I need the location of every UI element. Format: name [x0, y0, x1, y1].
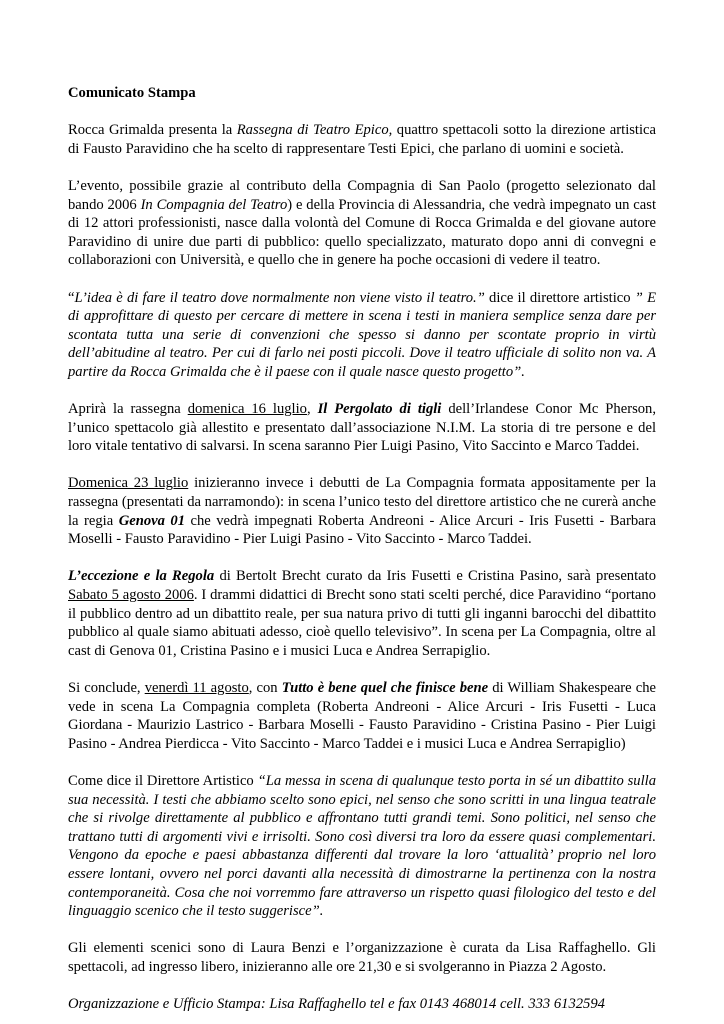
text-run: , con — [248, 680, 282, 696]
show-title: Genova 01 — [118, 512, 185, 529]
show-title: Il Pergolato di tigli — [317, 401, 442, 418]
show-date: venerdì 11 agosto — [144, 680, 249, 696]
show-date: Domenica 23 luglio — [68, 475, 189, 492]
text-run: quattro spettacoli sotto la direzione artistica di Fausto Paravidino che ha scelto di rappresentare Testi Epici, che parlano di uomini e società. — [68, 122, 656, 157]
text-run: . I drammi didattici di Brecht sono stati scelti perché, dice Paravidino “portano il pubblico dentro ad un dibattito reale, per sua natura privo di tutti gli inganni barocchi del dibattito pubblico al quale siamo abituati adesso, cioè quello televisivo”. In scena per La Compagnia, oltre al cast di Genova 01, Cristina Pasino e i musici Luca e Andrea Serrapiglio. — [68, 587, 656, 659]
text-run: L’evento, possibile grazie al contributo della Compagnia di San Paolo (progetto selezionato dal bando 2006 — [68, 177, 656, 213]
text-run: ) e della Provincia di Alessandria, che vedrà impegnato un cast di 12 attori professionisti, nasce dalla volontà del Comune di Rocca Grimalda e del giovane autore Paravidino di unire due parti di pubblico: quello specializzato, maturato dopo anni di convegni e collaborazioni con Università, e quello che in genere ha poche occasioni di vedere il teatro. — [68, 196, 656, 269]
show-title: Tutto è bene quel che finisce bene — [281, 680, 489, 696]
text-run: dell’Irlandese Conor Mc Pherson, l’unico spettacolo già allestito e presentato dall’associazione N.I.M. La storia di tre persone e del loro vitale tentativo di salvarsi. In scena saranno Pier Luigi Pasino, Vito Saccinto e Marco Taddei. — [68, 401, 656, 455]
text-run: Aprirà la rassegna — [68, 401, 188, 418]
paragraph-director-statement — [68, 772, 656, 921]
quote-text: ” E di approfittare di questo per cercare di mettere in scena i testi in maniera semplice senza dare per scontata tutta una serie di convenzioni che spesso si danno per scontate proprio in virtù dell’abitudine al teatro. Per cui di farlo nei posti piccoli. Dove il teatro ufficiale di solito non va. A partire da Rocca Grimalda che è il paese con il quale nasce questo progetto”. — [68, 289, 656, 380]
text-run: “ — [68, 289, 75, 306]
text-run: di William Shakespeare che vede in scena La Compagnia completa (Roberta Andreoni - Alice Arcuri - Iris Fusetti - Luca Giordana - Maurizio Lastrico - Barbara Moselli - Fausto Paravidino - Cristina Pasino - Pier Luigi Pasino - Andrea Pierdicca - Vito Saccinto - Marco Taddei e i musici Luca e Andrea Serrapiglio) — [68, 680, 656, 752]
text-run: che vedrà impegnati Roberta Andreoni - Alice Arcuri - Iris Fusetti - Barbara Moselli - Fausto Paravidino - Pier Luigi Pasino - Vito Saccinto - Marco Taddei. — [68, 512, 656, 548]
paragraph-practical-info: Gli elementi scenici sono di Laura Benzi e l’organizzazione è curata da Lisa Raffaghello. Gli spettacoli, ad ingresso libero, inizieranno alle ore 21,30 e si svolgeranno in Piazza 2 Agosto. — [68, 940, 656, 975]
show-date: domenica 16 luglio — [187, 401, 307, 418]
press-release-document — [68, 84, 656, 1014]
show-title: L’eccezione e la Regola — [68, 568, 215, 585]
festival-name: Rassegna di Teatro Epico, — [236, 122, 393, 139]
paragraph-event — [68, 177, 656, 270]
text-run: di Bertolt Brecht curato da Iris Fusetti e Cristina Pasino, sarà presentato — [214, 568, 656, 585]
paragraph-intro — [68, 121, 656, 158]
document-title: Comunicato Stampa — [68, 85, 196, 101]
paragraph-second-show — [68, 474, 656, 548]
text-run: dice il direttore artistico — [484, 289, 635, 306]
quote-text: “La messa in scena di qualunque testo porta in sé un dibattito sulla sua necessità. I testi che abbiamo scelto sono epici, nel senso che sono scritti in una lingua teatrale che si rivolge direttamente al pubblico e affrontano tutti grandi temi. Sono politici, nel senso che trattano tutti di argomenti vivi e irrisolti. Sono così diversi tra loro da essere quasi complementari. Vengono da epoche e paesi abbastanza differenti dal trovare la loro ‘attualità’ proprio nel loro essere lontani, ovvero nel porci davanti alla necessità di dimostrarne la pertinenza con la nostra contemporaneità. Cosa che noi vorremmo fare attraverso un rispetto quasi filologico del testo e del linguaggio scenico che il testo suggerisce”. — [68, 772, 657, 920]
paragraph-quote-director — [68, 289, 656, 382]
quote-text: L’idea è di fare il teatro dove normalmente non viene visto il teatro.” — [74, 289, 485, 306]
text-run: Rocca Grimalda presenta la — [68, 122, 237, 139]
paragraph-first-show — [68, 400, 656, 456]
paragraph-third-show — [68, 567, 656, 660]
contact-footer: Organizzazione e Ufficio Stampa: Lisa Raffaghello tel e fax 0143 468014 cell. 333 6132594 — [68, 996, 605, 1013]
text-run: Si conclude, — [68, 680, 145, 696]
text-run: inizieranno invece i debutti de La Compagnia formata appositamente per la rassegna (presentati da narramondo): in scena l’unico testo del direttore artistico che ne curerà anche la regia — [68, 475, 656, 529]
text-run: Come dice il Direttore Artistico — [68, 772, 258, 789]
show-date: Sabato 5 agosto 2006 — [68, 587, 194, 604]
paragraph-final-show — [68, 679, 656, 753]
project-name: In Compagnia del Teatro — [140, 196, 288, 213]
text-run: , — [306, 401, 318, 418]
